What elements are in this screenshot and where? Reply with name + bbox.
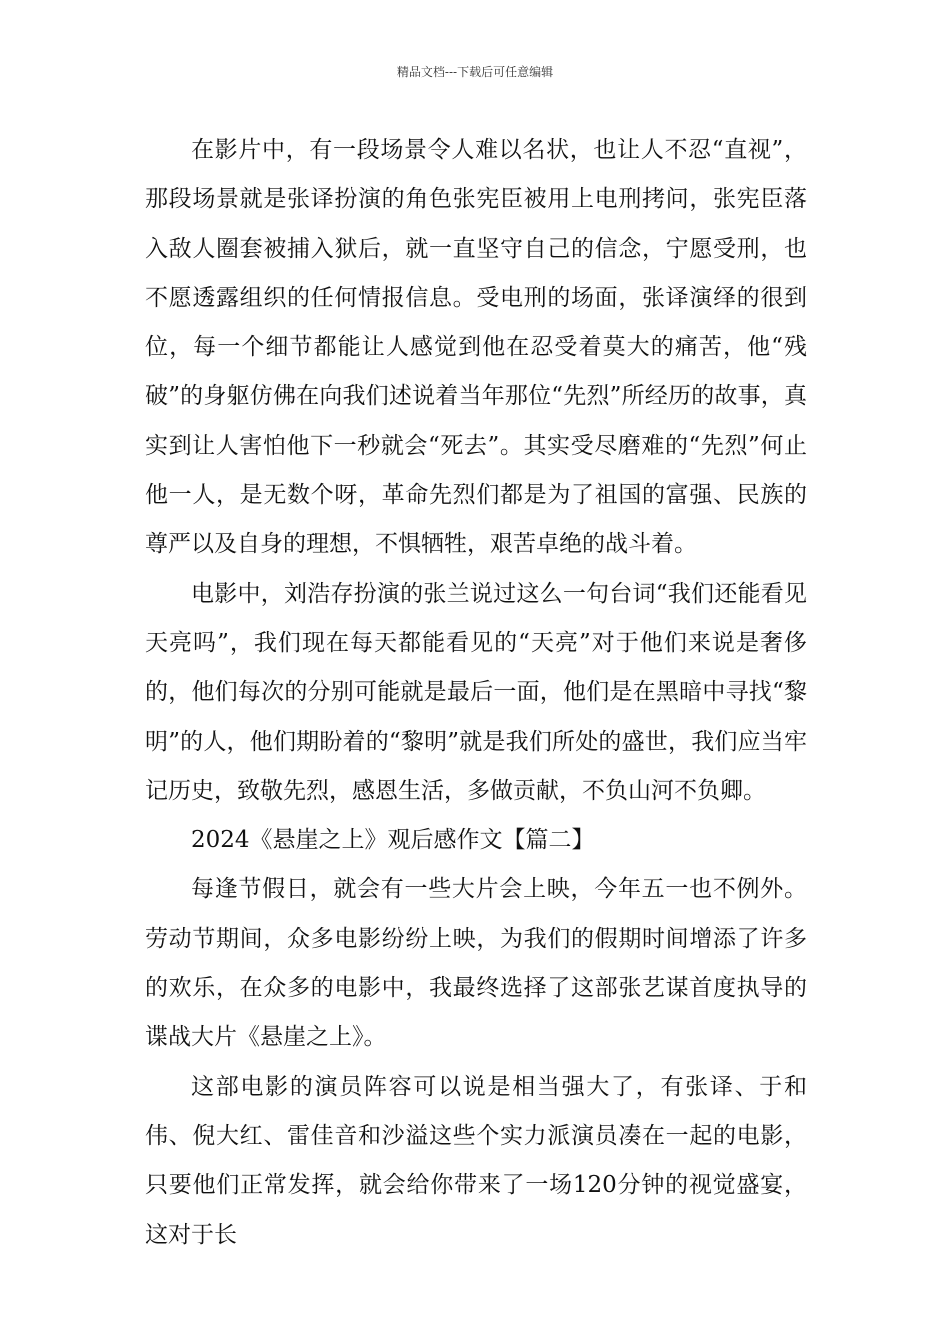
paragraph-3: 每逢节假日，就会有一些大片会上映，今年五一也不例外。劳动节期间，众多电影纷纷上映，为我们的假期时间增添了许多的欢乐，在众多的电影中，我最终选择了这部张艺谋首度执导的谍战大片《悬崖之上》。 bbox=[145, 876, 807, 1051]
document-body bbox=[145, 126, 807, 1260]
paragraph-4: 这部电影的演员阵容可以说是相当强大了，有张译、于和伟、倪大红、雷佳音和沙溢这些个实力派演员凑在一起的电影，只要他们正常发挥，就会给你带来了一场120分钟的视觉盛宴，这对于长 bbox=[145, 1073, 807, 1248]
section-heading: 2024《悬崖之上》观后感作文【篇二】 bbox=[191, 827, 595, 854]
page-header: 精品文档---下载后可任意编辑 bbox=[396, 65, 554, 79]
paragraph-2: 电影中，刘浩存扮演的张兰说过这么一句台词“我们还能看见天亮吗”，我们现在每天都能看见的“天亮”对于他们来说是奢侈的，他们每次的分别可能就是最后一面，他们是在黑暗中寻找“黎明”的人，他们期盼着的“黎明”就是我们所处的盛世，我们应当牢记历史，致敬先烈，感恩生活，多做贡献，不负山河不负卿。 bbox=[145, 580, 807, 804]
paragraph-1: 在影片中，有一段场景令人难以名状，也让人不忍“直视”，那段场景就是张译扮演的角色张宪臣被用上电刑拷问，张宪臣落入敌人圈套被捕入狱后，就一直坚守自己的信念，宁愿受刑，也不愿透露组织的任何情报信息。受电刑的场面，张译演绎的很到位，每一个细节都能让人感觉到他在忍受着莫大的痛苦，他“残破”的身躯仿佛在向我们述说着当年那位“先烈”所经历的故事，真实到让人害怕他下一秒就会“死去”。其实受尽磨难的“先烈”何止他一人，是无数个呀，革命先烈们都是为了祖国的富强、民族的尊严以及自身的理想，不惧牺牲，艰苦卓绝的战斗着。 bbox=[145, 137, 807, 558]
